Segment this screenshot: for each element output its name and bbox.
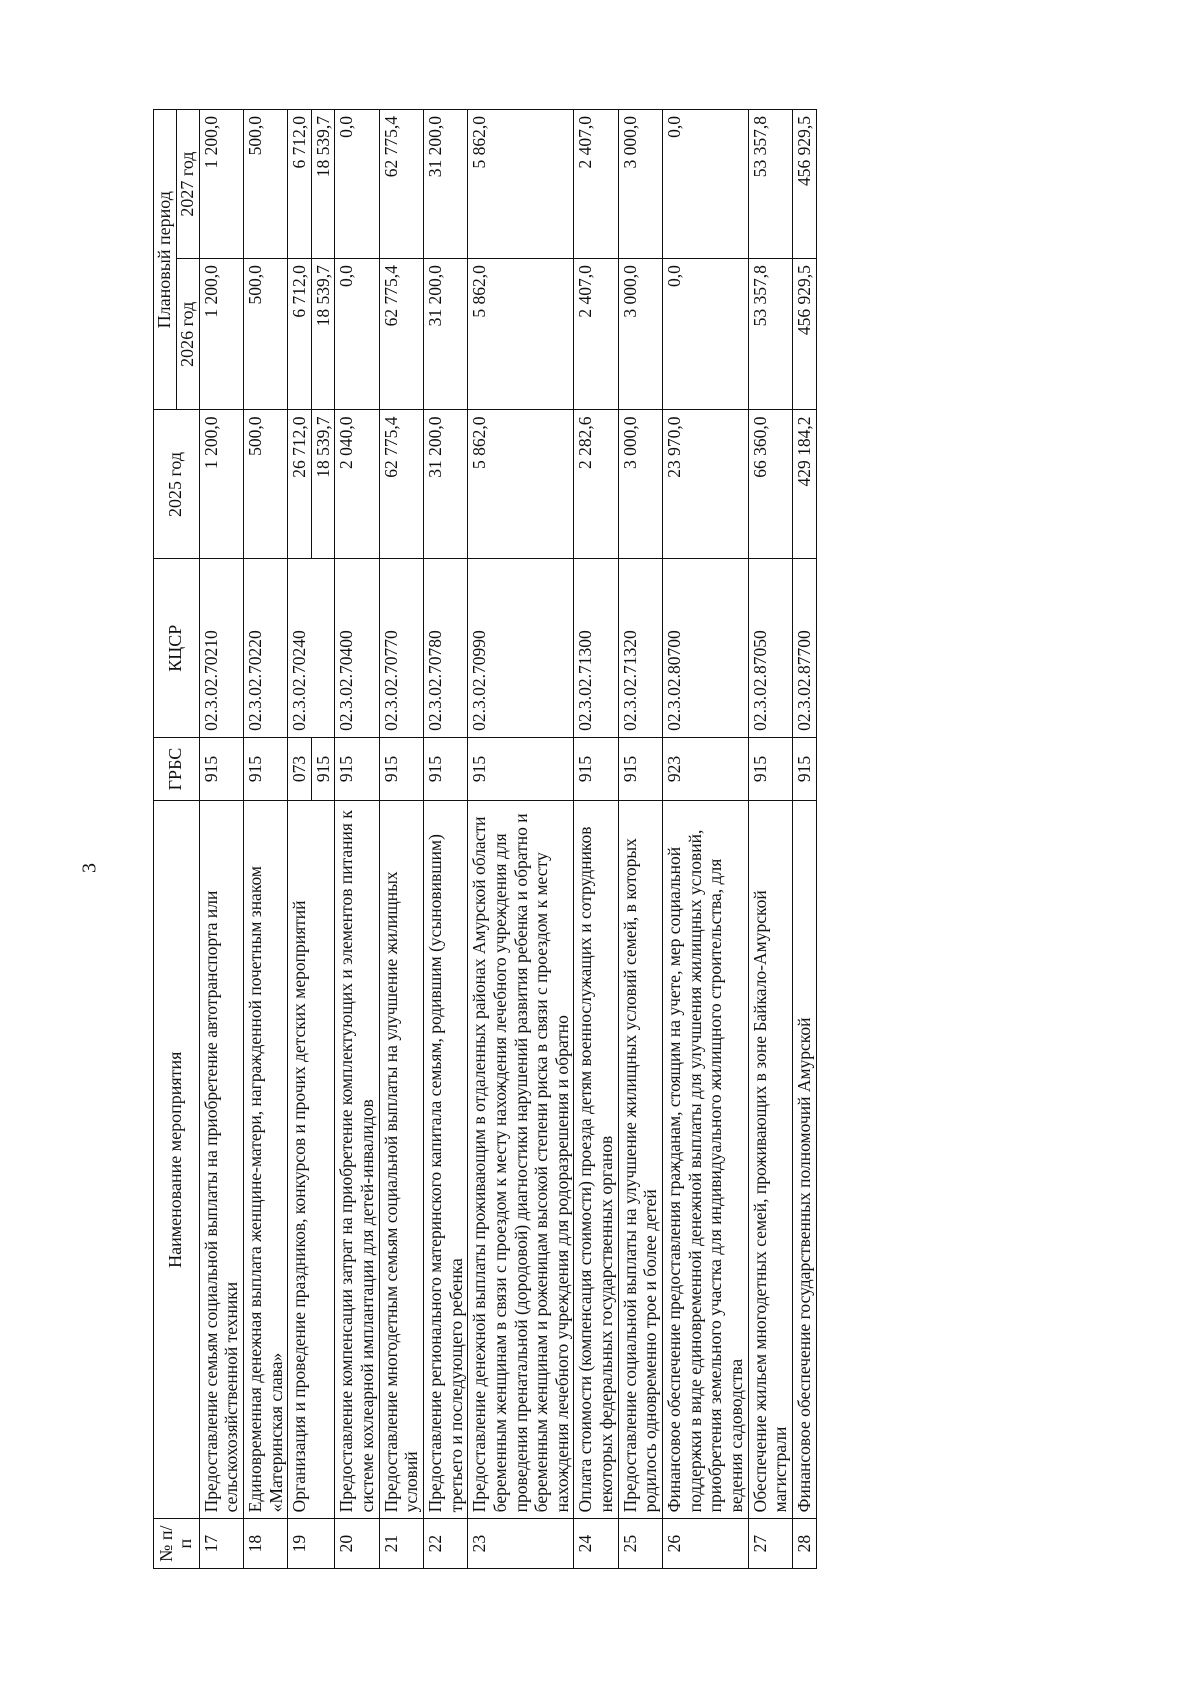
row-kcsr: 02.3.02.70210 <box>199 559 243 737</box>
header-grbs: ГРБС <box>154 737 200 800</box>
row-num: 17 <box>199 1519 243 1569</box>
row-num: 28 <box>792 1519 816 1569</box>
table-row <box>199 110 243 1569</box>
row-2026: 5 862,0 <box>468 259 574 410</box>
table-row <box>243 110 287 1569</box>
row-2026: 62 775,4 <box>379 259 423 410</box>
row-2027: 1 200,0 <box>199 110 243 259</box>
row-2026: 6 712,0 <box>289 265 310 318</box>
row-name: Организация и проведение праздников, конкурсов и прочих детских мероприятий <box>288 801 335 1519</box>
row-num: 27 <box>748 1519 792 1569</box>
table-row <box>574 110 618 1569</box>
row-2025: 23 970,0 <box>663 410 749 559</box>
row-kcsr: 02.3.02.87700 <box>792 559 816 737</box>
header-2026: 2026 год <box>176 259 199 410</box>
row-kcsr: 02.3.02.80700 <box>663 559 749 737</box>
table-row <box>379 110 423 1569</box>
row-name: Единовременная денежная выплата женщине-матери, награжденной почетным знаком «Материнская слава» <box>243 801 287 1519</box>
table-row <box>748 110 792 1569</box>
row-2025: 1 200,0 <box>199 410 243 559</box>
row-kcsr: 02.3.02.70990 <box>468 559 574 737</box>
row-name: Финансовое обеспечение предоставления гражданам, стоящим на учете, мер социальной поддержки в виде единовременной денежной выплаты для улучшения жилищных условий, приобретения земельного участка для индивидуального жилищного строительства, для ведения садоводства <box>663 801 749 1519</box>
row-num: 19 <box>288 1519 335 1569</box>
header-row <box>154 110 177 1569</box>
row-2025-second: 18 539,7 <box>311 410 335 558</box>
row-2026: 31 200,0 <box>424 259 468 410</box>
row-num: 24 <box>574 1519 618 1569</box>
row-name: Предоставление компенсации затрат на приобретение комплектующих и элементов питания к системе кохлеарной имплантации для детей-инвалидов <box>335 801 379 1519</box>
table-row <box>335 110 379 1569</box>
row-2026: 500,0 <box>243 259 287 410</box>
row-num: 26 <box>663 1519 749 1569</box>
row-grbs: 915 <box>424 737 468 800</box>
header-2025: 2025 год <box>154 410 200 559</box>
row-grbs: 915 <box>618 737 662 800</box>
row-kcsr: 02.3.02.87050 <box>748 559 792 737</box>
row-2025: 429 184,2 <box>792 410 816 559</box>
row-2026-second: 18 539,7 <box>311 259 335 409</box>
row-kcsr: 02.3.02.70220 <box>243 559 287 737</box>
row-name: Предоставление многодетным семьям социальной выплаты на улучшение жилищных условий <box>379 801 423 1519</box>
row-2025-split <box>288 410 335 559</box>
row-grbs: 923 <box>663 737 749 800</box>
table-row <box>792 110 816 1569</box>
header-2027: 2027 год <box>176 110 199 259</box>
row-kcsr: 02.3.02.70400 <box>335 559 379 737</box>
row-grbs: 073 <box>289 755 310 783</box>
row-grbs: 915 <box>792 737 816 800</box>
row-2025: 31 200,0 <box>424 410 468 559</box>
row-name: Предоставление денежной выплаты проживающим в отдаленных районах Амурской области беременным женщинам в связи с проездом к месту нахождения лечебного учреждения для проведения пренатальной (дородовой) диагностики нарушений развития ребенка и обратно и беременным женщинам и роженицам высокой степени риска в связи с проездом к месту нахождения лечебного учреждения для родоразрешения и обратно <box>468 801 574 1519</box>
row-grbs: 915 <box>748 737 792 800</box>
row-2027-second: 18 539,7 <box>311 110 335 258</box>
row-2027: 500,0 <box>243 110 287 259</box>
budget-table <box>153 109 817 1569</box>
row-2026: 3 000,0 <box>618 259 662 410</box>
row-2027: 5 862,0 <box>468 110 574 259</box>
row-2025: 2 040,0 <box>335 410 379 559</box>
row-2025: 500,0 <box>243 410 287 559</box>
row-2027: 456 929,5 <box>792 110 816 259</box>
row-name: Обеспечение жильем многодетных семей, проживающих в зоне Байкало-Амурской магистрали <box>748 801 792 1519</box>
row-name: Предоставление социальной выплаты на улучшение жилищных условий семей, в которых родилось одновременно трое и более детей <box>618 801 662 1519</box>
row-2027: 3 000,0 <box>618 110 662 259</box>
table-row <box>424 110 468 1569</box>
row-grbs: 915 <box>468 737 574 800</box>
row-grbs: 915 <box>574 737 618 800</box>
row-2026: 456 929,5 <box>792 259 816 410</box>
row-kcsr: 02.3.02.70240 <box>288 559 335 737</box>
row-num: 23 <box>468 1519 574 1569</box>
row-2026: 2 407,0 <box>574 259 618 410</box>
row-kcsr: 02.3.02.71300 <box>574 559 618 737</box>
row-name: Предоставление семьям социальной выплаты на приобретение автотранспорта или сельскохозяйственной техники <box>199 801 243 1519</box>
row-grbs: 915 <box>199 737 243 800</box>
row-2025: 26 712,0 <box>289 416 310 478</box>
row-num: 22 <box>424 1519 468 1569</box>
row-2025: 5 862,0 <box>468 410 574 559</box>
header-planned-period: Плановый период <box>154 110 177 410</box>
header-kcsr: КЦСР <box>154 559 200 737</box>
row-2027-split <box>288 110 335 259</box>
row-grbs: 915 <box>243 737 287 800</box>
row-kcsr: 02.3.02.71320 <box>618 559 662 737</box>
table-row <box>468 110 574 1569</box>
header-num: № п/п <box>154 1519 200 1569</box>
row-2026: 0,0 <box>663 259 749 410</box>
row-2025: 62 775,4 <box>379 410 423 559</box>
row-2026: 0,0 <box>335 259 379 410</box>
header-name: Наименование мероприятия <box>154 801 200 1519</box>
row-2025: 2 282,6 <box>574 410 618 559</box>
row-2027: 6 712,0 <box>289 116 310 169</box>
row-2025: 3 000,0 <box>618 410 662 559</box>
row-2026: 53 357,8 <box>748 259 792 410</box>
row-name: Оплата стоимости (компенсация стоимости) проезда детям военнослужащих и сотрудников некоторых федеральных государственных органов <box>574 801 618 1519</box>
row-num: 20 <box>335 1519 379 1569</box>
row-num: 25 <box>618 1519 662 1569</box>
row-num: 18 <box>243 1519 287 1569</box>
row-2026-split <box>288 259 335 410</box>
row-grbs: 915 <box>379 737 423 800</box>
row-name: Финансовое обеспечение государственных полномочий Амурской <box>792 801 816 1519</box>
row-num: 21 <box>379 1519 423 1569</box>
row-grbs-split <box>288 737 335 800</box>
row-2026: 1 200,0 <box>199 259 243 410</box>
row-kcsr: 02.3.02.70780 <box>424 559 468 737</box>
row-name: Предоставление регионального материнского капитала семьям, родившим (усыновившим) третьего и последующего ребенка <box>424 801 468 1519</box>
row-2027: 31 200,0 <box>424 110 468 259</box>
row-2027: 2 407,0 <box>574 110 618 259</box>
table-row <box>663 110 749 1569</box>
row-2027: 0,0 <box>335 110 379 259</box>
row-2027: 0,0 <box>663 110 749 259</box>
row-kcsr: 02.3.02.70770 <box>379 559 423 737</box>
row-grbs-second: 915 <box>311 738 335 800</box>
page-number: 3 <box>78 863 101 873</box>
rotated-table-wrapper <box>153 109 1053 1569</box>
row-2027: 62 775,4 <box>379 110 423 259</box>
row-2027: 53 357,8 <box>748 110 792 259</box>
row-grbs: 915 <box>335 737 379 800</box>
table-row <box>288 110 335 1569</box>
table-row <box>618 110 662 1569</box>
row-2025: 66 360,0 <box>748 410 792 559</box>
